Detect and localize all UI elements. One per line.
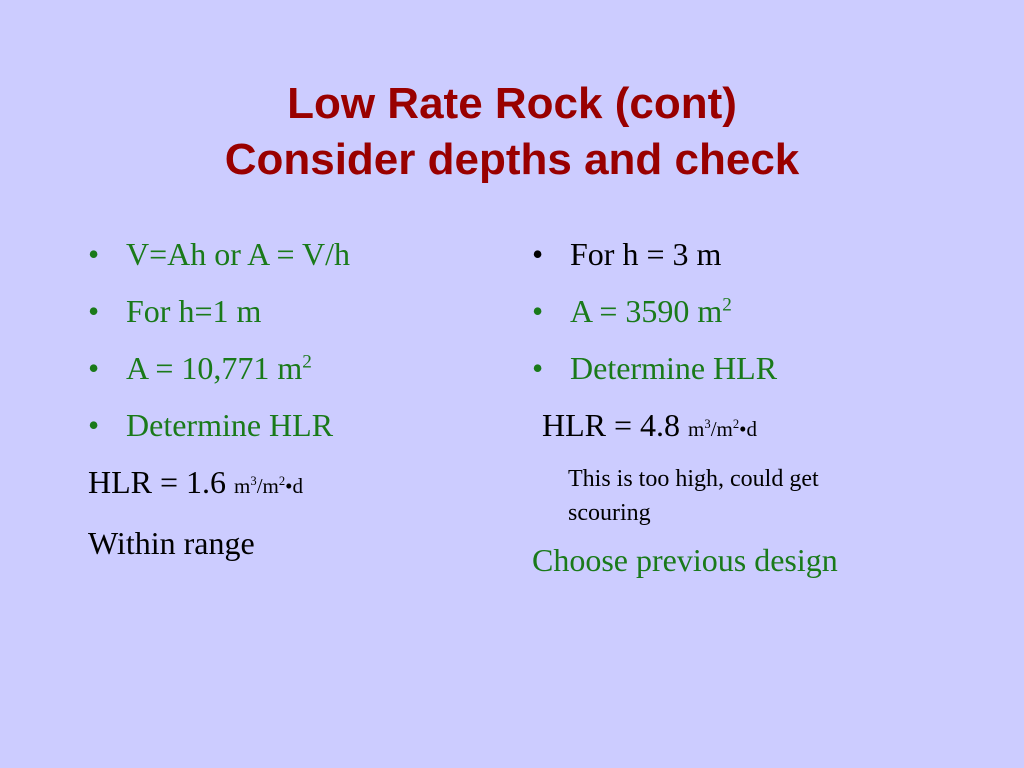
left-within-range: Within range: [88, 525, 255, 561]
left-hlr-value: HLR = 1.6: [88, 464, 235, 500]
right-bullet-depth: • For h = 3 m: [532, 236, 1002, 273]
right-hlr-unit-d: •d: [739, 417, 758, 441]
left-hlr-unit-sup2: 2: [278, 474, 286, 488]
title-line-2: Consider depths and check: [224, 135, 800, 184]
left-hlr-unit-d: •d: [285, 474, 304, 498]
right-area-sup: 2: [722, 294, 732, 316]
left-hlr-unit-m: m: [234, 474, 251, 498]
left-hlr-unit-sup3: 3: [250, 474, 257, 488]
right-note-line-1: This is too high, could get: [568, 466, 819, 492]
slide-title: [0, 76, 1024, 188]
right-area-text: A = 3590 m: [570, 293, 723, 329]
right-hlr: [532, 407, 1002, 448]
left-column: [88, 236, 508, 582]
left-area-text: A = 10,771 m: [126, 350, 303, 386]
left-bullet-area: [88, 350, 508, 387]
left-hlr-unit: [234, 474, 303, 498]
left-bullet-volume: • V=Ah or A = V/h: [88, 236, 508, 273]
right-hlr-unit: [688, 417, 757, 441]
left-hlr-unit-per-m: /m: [256, 474, 279, 498]
right-hlr-unit-m: m: [688, 417, 705, 441]
left-area-sup: 2: [302, 351, 312, 373]
left-bullet-determine: • Determine HLR: [88, 407, 508, 444]
right-note-line-2: scouring: [568, 500, 651, 526]
right-hlr-unit-sup2: 2: [732, 417, 740, 431]
left-hlr: [88, 464, 508, 505]
right-column: [532, 236, 1002, 599]
right-note: [568, 462, 898, 530]
right-hlr-unit-sup3: 3: [704, 417, 711, 431]
right-hlr-value: HLR = 4.8: [542, 407, 689, 443]
right-bullet-determine: • Determine HLR: [532, 350, 1002, 387]
right-hlr-unit-per-m: /m: [710, 417, 733, 441]
title-line-1: Low Rate Rock (cont): [287, 79, 737, 128]
right-choose-design: Choose previous design: [532, 542, 838, 578]
right-bullet-area: [532, 293, 1002, 330]
left-bullet-depth: • For h=1 m: [88, 293, 508, 330]
